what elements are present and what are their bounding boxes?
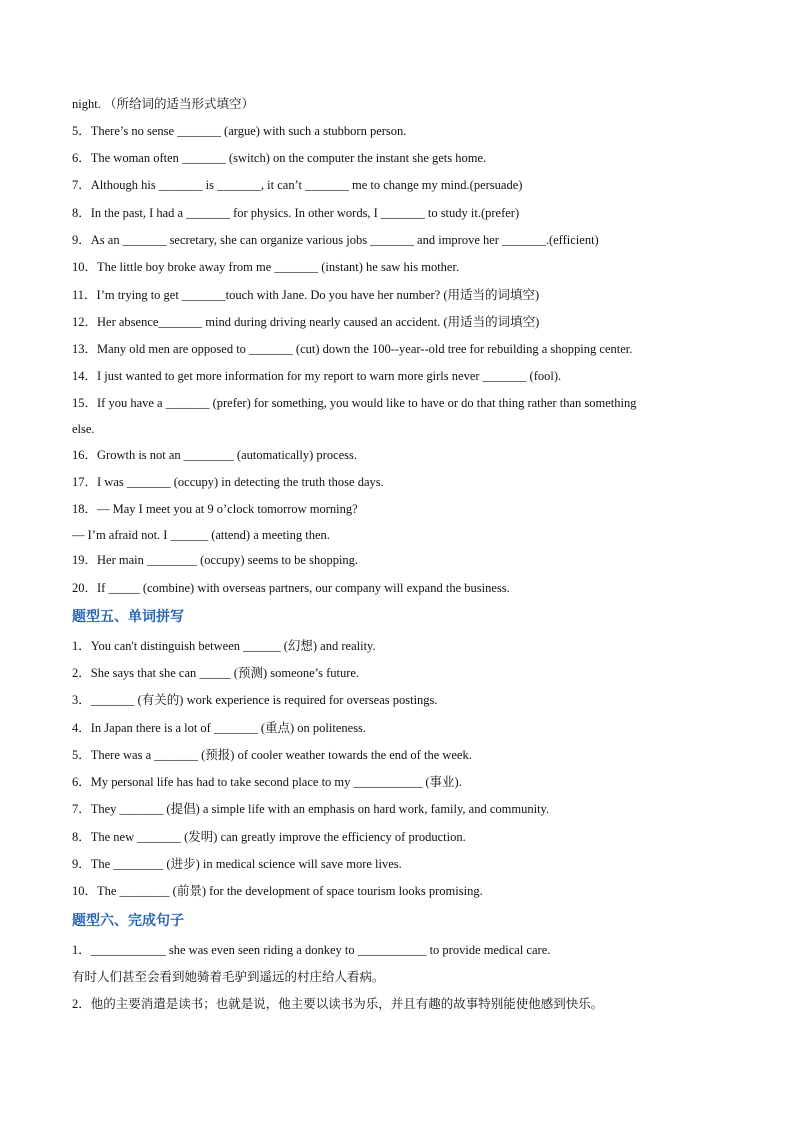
exercise-line: 6．The woman often _______ (switch) on the computer the instant she gets home. bbox=[72, 151, 487, 165]
exercise-line: 12．Her absence_______ mind during driving nearly caused an accident. (用适当的词填空) bbox=[72, 315, 540, 329]
exercise-line: 8．In the past, I had a _______ for physics. In other words, I _______ to study it.(prefer) bbox=[72, 206, 520, 220]
exercise-line: 7．They _______ (提倡) a simple life with an emphasis on hard work, family, and community. bbox=[72, 802, 550, 816]
exercise-line: else. bbox=[72, 422, 95, 436]
exercise-line: — I’m afraid not. I ______ (attend) a meeting then. bbox=[72, 528, 330, 542]
exercise-line: 9．The ________ (进步) in medical science will save more lives. bbox=[72, 857, 402, 871]
exercise-line: 10．The little boy broke away from me _______ (instant) he saw his mother. bbox=[72, 260, 460, 274]
exercise-line: 13．Many old men are opposed to _______ (cut) down the 100--year--old tree for rebuilding a shopping center. bbox=[72, 342, 633, 356]
exercise-line: 16．Growth is not an ________ (automatically) process. bbox=[72, 448, 358, 462]
exercise-line: 14．I just wanted to get more information for my report to warn more girls never _______ (fool). bbox=[72, 369, 562, 383]
exercise-line: 18．— May I meet you at 9 o’clock tomorrow morning? bbox=[72, 502, 358, 516]
exercise-line: 1．____________ she was even seen riding a donkey to ___________ to provide medical care. bbox=[72, 943, 551, 957]
exercise-line: 7．Although his _______ is _______, it can’t _______ me to change my mind.(persuade) bbox=[72, 178, 523, 192]
section-heading: 题型六、完成句子 bbox=[72, 913, 184, 929]
exercise-line: 5．There was a _______ (预报) of cooler weather towards the end of the week. bbox=[72, 748, 472, 762]
exercise-line: night. （所给词的适当形式填空） bbox=[72, 97, 254, 111]
exercise-line: 20．If _____ (combine) with overseas partners, our company will expand the business. bbox=[72, 581, 510, 595]
exercise-line: 11．I’m trying to get _______touch with Jane. Do you have her number? (用适当的词填空) bbox=[72, 288, 540, 302]
exercise-line: 10．The ________ (前景) for the development of space tourism looks promising. bbox=[72, 884, 483, 898]
exercise-line: 3．_______ (有关的) work experience is required for overseas postings. bbox=[72, 693, 438, 707]
exercise-line: 2．She says that she can _____ (预测) someone’s future. bbox=[72, 666, 360, 680]
exercise-line: 6．My personal life has had to take second place to my ___________ (事业). bbox=[72, 775, 462, 789]
exercise-line: 8．The new _______ (发明) can greatly improve the efficiency of production. bbox=[72, 830, 466, 844]
exercise-line: 17．I was _______ (occupy) in detecting the truth those days. bbox=[72, 475, 384, 489]
section-heading: 题型五、单词拼写 bbox=[72, 609, 184, 625]
exercise-line: 2．他的主要消遣是读书；也就是说，他主要以读书为乐，并且有趣的故事特别能使他感到快乐。 bbox=[72, 997, 604, 1011]
exercise-line: 4．In Japan there is a lot of _______ (重点) on politeness. bbox=[72, 721, 367, 735]
exercise-line: 19．Her main ________ (occupy) seems to be shopping. bbox=[72, 553, 359, 567]
exercise-line: 9．As an _______ secretary, she can organize various jobs _______ and improve her _______.(efficient) bbox=[72, 233, 599, 247]
exercise-line: 有时人们甚至会看到她骑着毛驴到遥远的村庄给人看病。 bbox=[72, 970, 385, 984]
exercise-line: 15．If you have a _______ (prefer) for something, you would like to have or do that thing rather than something bbox=[72, 396, 637, 410]
exercise-line: 5．There’s no sense _______ (argue) with such a stubborn person. bbox=[72, 124, 407, 138]
exercise-line: 1．You can't distinguish between ______ (幻想) and reality. bbox=[72, 639, 376, 653]
